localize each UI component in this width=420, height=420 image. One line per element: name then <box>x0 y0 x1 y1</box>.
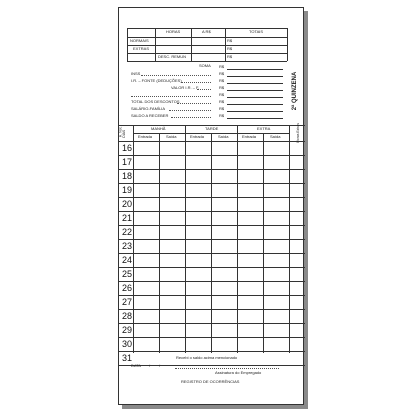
day-number: 28 <box>122 311 133 321</box>
table-row-line <box>119 323 305 324</box>
day-number: 30 <box>122 339 133 349</box>
table-row-line <box>119 183 305 184</box>
table-row-line <box>119 169 305 170</box>
day-number: 19 <box>122 185 133 195</box>
tarde-entrada: Entrada <box>190 134 205 139</box>
table-row-line <box>119 281 305 282</box>
row-extras-currency: R$ <box>227 46 233 51</box>
group-extra: EXTRA <box>257 126 271 131</box>
saldo-receber-currency: R$ <box>219 113 225 118</box>
table-row-line <box>119 197 305 198</box>
horas-extras-header: Horas Extras <box>296 122 301 143</box>
manha-saida: Saída <box>166 134 177 139</box>
table-row-line <box>119 155 305 156</box>
day-number: 27 <box>122 297 133 307</box>
header-totais: TOTAIS <box>249 29 264 34</box>
day-number: 16 <box>122 143 133 153</box>
day-number: 17 <box>122 157 133 167</box>
extra-saida: Saída <box>270 134 281 139</box>
row-extras-label: EXTRAS <box>133 46 150 51</box>
tarde-saida: Saída <box>218 134 229 139</box>
day-number: 20 <box>122 199 133 209</box>
table-row-line <box>119 337 305 338</box>
row-normais-label: NORMAIS <box>130 38 149 43</box>
header-a-rs: A R$ <box>202 29 211 34</box>
total-descontos-label: TOTAL DOS DESCONTOS <box>131 99 180 104</box>
recebi-text: Recebi o saldo acima mencionado <box>176 355 238 360</box>
saldo-receber-label: SALDO A RECEBER <box>131 113 169 118</box>
day-number: 29 <box>122 325 133 335</box>
salario-familia-currency: R$ <box>219 106 225 111</box>
quinzena-side-label: 2ª QUINZENA <box>292 71 298 111</box>
time-card <box>118 7 304 405</box>
date-slash-2: / <box>159 363 161 368</box>
data-label: DATA <box>131 363 142 368</box>
day-number: 18 <box>122 171 133 181</box>
table-row-line <box>119 239 305 240</box>
manha-entrada: Entrada <box>138 134 153 139</box>
extra-entrada: Entrada <box>242 134 257 139</box>
table-row-line <box>119 253 305 254</box>
registro-text: REGISTRO DE OCORRÊNCIAS <box>181 379 240 384</box>
table-row-line <box>119 351 305 352</box>
group-manha: MANHÃ <box>151 126 166 131</box>
table-row-line <box>119 267 305 268</box>
header-horas: HORAS <box>166 29 181 34</box>
salario-familia-label: SALÁRIO-FAMÍLIA <box>131 106 166 111</box>
table-row-line <box>119 295 305 296</box>
table-row-line <box>119 211 305 212</box>
day-number: 26 <box>122 283 133 293</box>
total-descontos-currency: R$ <box>219 99 225 104</box>
day-number: 24 <box>122 255 133 265</box>
row-normais-currency: R$ <box>227 38 233 43</box>
day-number: 31 <box>122 353 133 363</box>
table-row-line <box>119 225 305 226</box>
inss-label: INSS <box>131 71 141 76</box>
valor-irf-label: VALOR I.R. – F. <box>171 85 200 90</box>
assinatura-text: Assinatura do Empregado <box>215 370 262 375</box>
row-desc-label: DESC. REMUN <box>158 54 187 59</box>
col-hs-noturnas-header: H. Not. <box>118 126 123 138</box>
table-row-line <box>119 309 305 310</box>
soma-currency: R$ <box>219 64 225 69</box>
soma-label: SOMA <box>199 63 211 68</box>
day-number: 22 <box>122 227 133 237</box>
irf-currency: R$ <box>219 78 225 83</box>
valor-irf-currency: R$ <box>219 85 225 90</box>
row-desc-currency: R$ <box>227 54 233 59</box>
day-number: 23 <box>122 241 133 251</box>
date-slash-1: / <box>149 363 151 368</box>
day-number: 21 <box>122 213 133 223</box>
col-dias-header: DIAS <box>122 129 127 138</box>
day-number: 25 <box>122 269 133 279</box>
blank-row-currency: R$ <box>219 92 225 97</box>
irf-label: I.R. – FONTE (DEDUÇÕES) <box>131 78 182 83</box>
group-tarde: TARDE <box>205 126 219 131</box>
table-row-line <box>119 365 305 366</box>
inss-currency: R$ <box>219 71 225 76</box>
